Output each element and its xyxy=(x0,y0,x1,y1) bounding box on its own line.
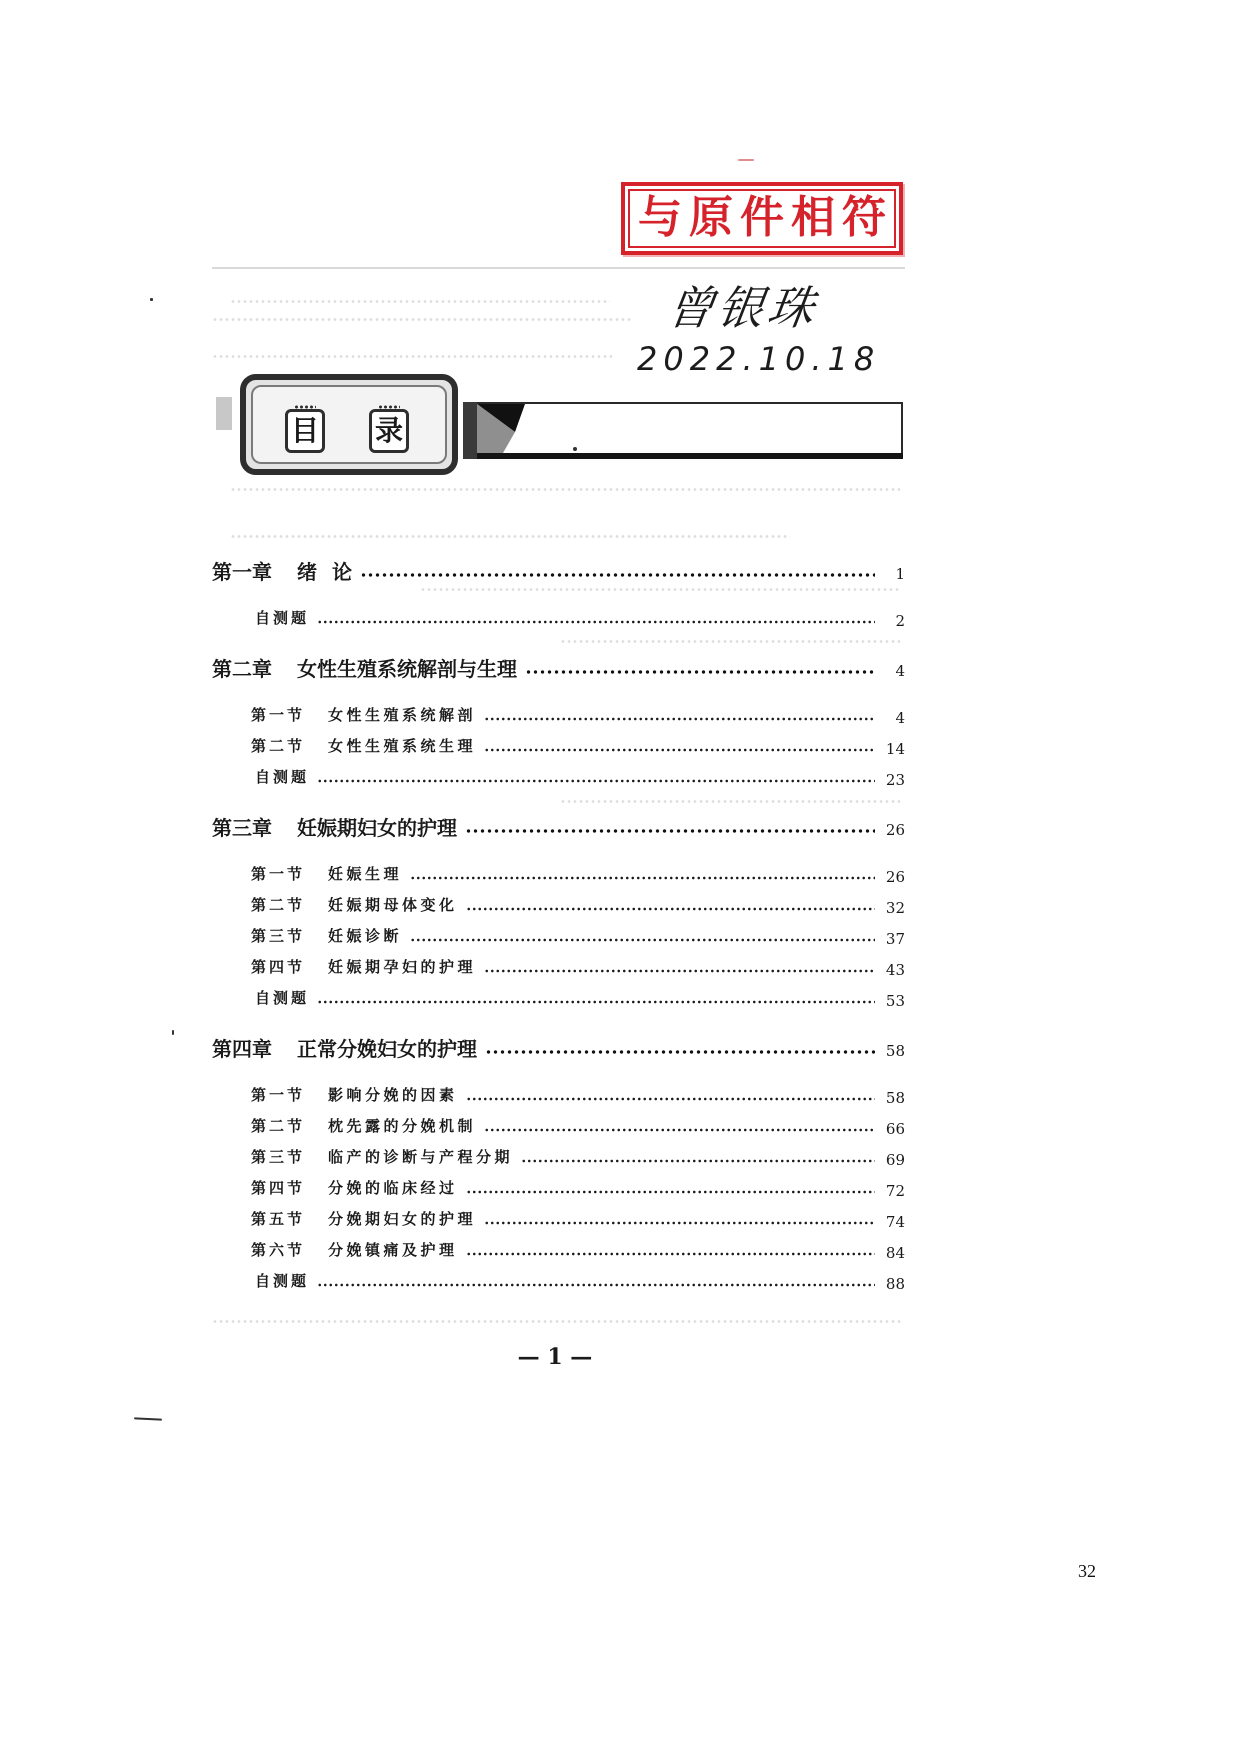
toc-page-number: 26 xyxy=(885,867,905,886)
bleed-through-line xyxy=(230,488,900,491)
toc-section-row xyxy=(212,730,905,761)
toc-entry-label: 第一章 xyxy=(212,560,272,584)
toc-entry-label: 第四章 xyxy=(212,1037,272,1061)
toc-entry-title: 分娩的临床经过 xyxy=(328,1179,458,1197)
toc-entry-label: 第三节 xyxy=(251,1148,306,1166)
toc-entry-title: 正常分娩妇女的护理 xyxy=(297,1037,477,1061)
toc-page-number: 4 xyxy=(895,661,905,680)
toc-page-number: 58 xyxy=(885,1041,905,1060)
toc-page-number: 69 xyxy=(885,1150,905,1169)
toc-section-row xyxy=(212,699,905,730)
dot-leader xyxy=(521,1159,875,1163)
dot-leader xyxy=(466,1190,875,1194)
toc-section-row xyxy=(212,1079,905,1110)
handwritten-date: 2022.10.18 xyxy=(637,340,881,378)
toc-entry-title: 妊娠生理 xyxy=(328,865,403,883)
scan-speck xyxy=(150,298,153,301)
toc-section-row xyxy=(212,858,905,889)
dot-leader xyxy=(485,1050,875,1054)
dot-leader xyxy=(484,748,875,752)
toc-test-row xyxy=(212,982,905,1013)
toc-entry-label: 第六节 xyxy=(251,1241,306,1259)
toc-entry-label: 第三节 xyxy=(251,927,306,945)
dot-leader xyxy=(410,876,875,880)
toc-page-number: 66 xyxy=(885,1119,905,1138)
toc-page-number: 58 xyxy=(885,1088,905,1107)
toc-entry-label: 自测题 xyxy=(255,768,310,786)
toc-page-number: 1 xyxy=(895,564,905,583)
dot-leader xyxy=(466,907,875,911)
table-of-contents xyxy=(212,536,905,1296)
toc-entry-title: 分娩期妇女的护理 xyxy=(328,1210,477,1228)
dot-leader xyxy=(466,1097,875,1101)
toc-entry-title: 妊娠期孕妇的护理 xyxy=(328,958,477,976)
toc-section-row xyxy=(212,889,905,920)
toc-entry-title: 女性生殖系统解剖 xyxy=(328,706,477,724)
toc-entry-label: 自测题 xyxy=(255,609,310,627)
bleed-through-line xyxy=(212,1320,902,1323)
dot-leader xyxy=(360,573,875,577)
toc-entry-label: 第一节 xyxy=(251,865,306,883)
dot-leader xyxy=(484,1221,875,1225)
toc-section-row xyxy=(212,1203,905,1234)
dot-leader xyxy=(317,1000,875,1004)
toc-entry-title: 女性生殖系统生理 xyxy=(328,737,477,755)
toc-section-row xyxy=(212,951,905,982)
toc-page-number: 14 xyxy=(885,739,905,758)
toc-entry-title: 妊娠期妇女的护理 xyxy=(297,816,457,840)
toc-section-row xyxy=(212,920,905,951)
heading-banner-bar xyxy=(463,402,903,459)
toc-entry-title: 女性生殖系统解剖与生理 xyxy=(297,657,517,681)
toc-page-number: 72 xyxy=(885,1181,905,1200)
toc-page-number: 74 xyxy=(885,1212,905,1231)
dot-leader xyxy=(484,717,875,721)
bleed-through-line xyxy=(212,318,632,321)
dot-leader xyxy=(317,779,875,783)
toc-section-row xyxy=(212,1141,905,1172)
heading-side-strip xyxy=(216,397,232,430)
toc-entry-title: 临产的诊断与产程分期 xyxy=(328,1148,514,1166)
toc-page-number: 84 xyxy=(885,1243,905,1262)
dot-leader xyxy=(466,1252,875,1256)
toc-entry-label: 自测题 xyxy=(255,1272,310,1290)
toc-page-number: 32 xyxy=(885,898,905,917)
toc-heading-char: 目 xyxy=(285,409,325,453)
scan-edge-mark xyxy=(134,1417,162,1420)
toc-heading-box xyxy=(240,374,458,475)
toc-heading-char: 录 xyxy=(369,409,409,453)
bleed-through-line xyxy=(212,355,612,358)
certification-stamp xyxy=(621,182,903,255)
dot-leader xyxy=(465,829,875,833)
toc-page-number: 37 xyxy=(885,929,905,948)
stamp-text: 与原件相符 xyxy=(638,192,893,243)
toc-entry-title: 分娩镇痛及护理 xyxy=(328,1241,458,1259)
toc-chapter-row xyxy=(212,1032,905,1063)
handwritten-signature: 曾银珠 xyxy=(663,281,822,335)
toc-test-row xyxy=(212,761,905,792)
toc-chapter-row xyxy=(212,652,905,683)
dot-leader xyxy=(317,620,875,624)
scan-speck xyxy=(738,159,754,161)
toc-entry-label: 第一节 xyxy=(251,1086,306,1104)
toc-test-row xyxy=(212,602,905,633)
toc-page-number: 4 xyxy=(895,708,905,727)
dot-leader xyxy=(484,969,875,973)
toc-section-row xyxy=(212,1234,905,1265)
toc-entry-label: 第二章 xyxy=(212,657,272,681)
dot-leader xyxy=(317,1283,875,1287)
document-page-number: 32 xyxy=(1078,1561,1096,1581)
toc-entry-label: 自测题 xyxy=(255,989,310,1007)
toc-entry-label: 第三章 xyxy=(212,816,272,840)
toc-heading-inner xyxy=(251,385,447,464)
scan-speck xyxy=(172,1030,174,1035)
toc-entry-title: 枕先露的分娩机制 xyxy=(328,1117,477,1135)
toc-chapter-row xyxy=(212,555,905,586)
toc-entry-label: 第二节 xyxy=(251,737,306,755)
toc-entry-title: 影响分娩的因素 xyxy=(328,1086,458,1104)
toc-page-number: 53 xyxy=(885,991,905,1010)
toc-entry-title: 妊娠期母体变化 xyxy=(328,896,458,914)
toc-page-number: 23 xyxy=(885,770,905,789)
toc-page-number: 43 xyxy=(885,960,905,979)
toc-entry-label: 第二节 xyxy=(251,896,306,914)
toc-section-row xyxy=(212,1172,905,1203)
toc-entry-title: 绪 论 xyxy=(297,560,352,584)
dot-leader xyxy=(410,938,875,942)
book-page-number: — 1 — xyxy=(517,1344,593,1370)
toc-entry-label: 第五节 xyxy=(251,1210,306,1228)
toc-page-number: 26 xyxy=(885,820,905,839)
dot-leader xyxy=(525,670,875,674)
toc-page-number: 2 xyxy=(895,611,905,630)
toc-section-row xyxy=(212,1110,905,1141)
toc-entry-label: 第四节 xyxy=(251,1179,306,1197)
toc-entry-label: 第四节 xyxy=(251,958,306,976)
dot-leader xyxy=(484,1128,875,1132)
toc-entry-label: 第二节 xyxy=(251,1117,306,1135)
toc-test-row xyxy=(212,1265,905,1296)
toc-page-number: 88 xyxy=(885,1274,905,1293)
scan-edge-line xyxy=(212,267,905,269)
toc-chapter-row xyxy=(212,811,905,842)
toc-entry-label: 第一节 xyxy=(251,706,306,724)
toc-entry-title: 妊娠诊断 xyxy=(328,927,403,945)
bleed-through-line xyxy=(230,300,610,303)
